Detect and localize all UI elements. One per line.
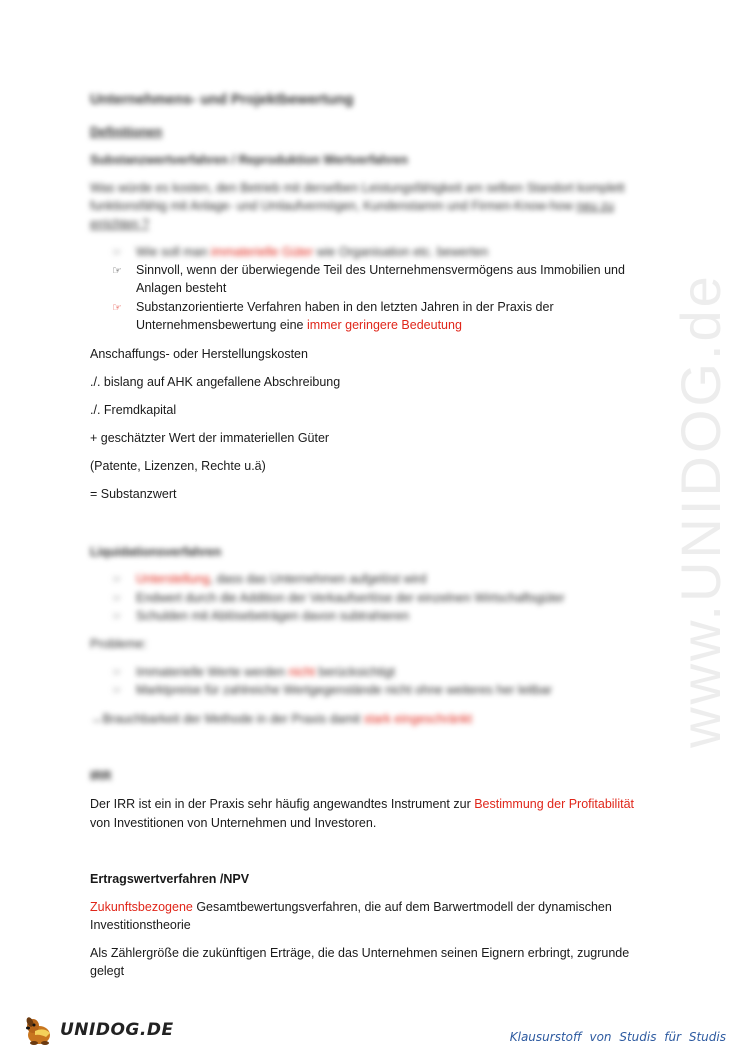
- bullet-hand-icon: ☞: [112, 593, 122, 605]
- subheading-substanzwert: Substanzwertverfahren / Reproduktion Wertverfahren: [90, 153, 408, 167]
- bullet-item-2-line1: Sinnvoll, wenn der überwiegende Teil des Unternehmensvermögens aus Immobilien und: [136, 263, 625, 277]
- liq-bullet-1-post: , dass das Unternehmen aufgelöst wird: [209, 572, 427, 586]
- bullet-hand-icon: ☞: [112, 611, 122, 623]
- bullet-1-pre: Wie soll man: [136, 245, 212, 259]
- bullet-3-pre: Unternehmensbewertung eine: [136, 318, 307, 332]
- calc-line-2: ./. bislang auf AHK angefallene Abschreibung: [90, 375, 341, 389]
- p1-red: Zukunftsbezogene: [90, 900, 193, 914]
- calc-line-4: + geschätzter Wert der immateriellen Güter: [90, 431, 330, 445]
- calc-line-5: (Patente, Lizenzen, Rechte u.ä): [90, 459, 266, 473]
- irr-line-1-red: Bestimmung der Profitabilität: [474, 797, 635, 811]
- intro-line-3: errichten ?: [90, 217, 150, 231]
- prob-1-red: nicht: [288, 665, 316, 679]
- document-title: Unternehmens- und Projektbewertung: [90, 92, 354, 108]
- bullet-1-post: wie Organisation etc. bewerten: [313, 245, 489, 259]
- problem-bullet-2: Marktpreise für zahlreiche Wertgegenstände nicht ohne weiteres her leitbar: [136, 683, 552, 697]
- bullet-hand-icon: ☞: [112, 574, 122, 586]
- irr-line-2: von Investitionen von Unternehmen und Investoren.: [90, 816, 377, 830]
- bullet-hand-icon: ☞: [112, 247, 122, 259]
- intro-line-2-text: funktionsfähig mit Anlage- und Umlaufvermögen, Kundenstamm und Firmen-Know-how: [90, 199, 573, 213]
- p1-rest: Gesamtbewertungsverfahren, die auf dem Barwertmodell der dynamischen: [192, 900, 612, 914]
- section-heading-definitionen: Definitionen: [90, 125, 163, 139]
- prob-1-pre: Immaterielle Werte werden: [136, 665, 289, 679]
- prob-1-post: berücksichtigt: [315, 665, 395, 679]
- ertragswert-p2-line1: Als Zählergröße die zukünftigen Erträge, die das Unternehmen seinen Eignern erbringt, zugrunde: [90, 946, 630, 960]
- intro-line-2: [90, 197, 614, 215]
- dog-mascot-icon: [22, 1013, 56, 1047]
- footer-tagline: Klausurstoff von Studis für Studis: [509, 1030, 726, 1044]
- irr-line-1-pre: Der IRR ist ein in der Praxis sehr häufig angewandtes Instrument zur: [90, 797, 475, 811]
- bullet-item-3-line2: [136, 316, 462, 334]
- liquidation-bullet-3: Schulden mit Ablösebeträgen davon subtrahieren: [136, 609, 410, 623]
- bullet-1-red: immaterielle Güter: [211, 245, 314, 259]
- bullet-hand-icon: ☞: [112, 667, 122, 679]
- bullet-item-2-line2: Anlagen besteht: [136, 281, 227, 295]
- bullet-item-3-line1: Substanzorientierte Verfahren haben in den letzten Jahren in der Praxis der: [136, 300, 554, 314]
- intro-link: neu zu: [576, 199, 614, 213]
- liquidation-conclusion: [90, 710, 472, 728]
- conclusion-pre: →Brauchbarkeit der Methode in der Praxis damit: [90, 712, 364, 726]
- bullet-3-red: immer geringere Bedeutung: [306, 318, 462, 332]
- bullet-hand-icon: ☞: [112, 685, 122, 697]
- liquidation-bullet-1: [136, 570, 426, 588]
- bullet-hand-icon: ☞: [112, 265, 122, 277]
- bullet-hand-icon-red: ☞: [112, 302, 122, 314]
- watermark: [640, 272, 750, 748]
- problems-label: Probleme:: [90, 637, 147, 651]
- footer-logo: [22, 1010, 174, 1050]
- section-heading-irr: IRR: [90, 769, 112, 783]
- ertragswert-p1-line2: Investitionstheorie: [90, 918, 191, 932]
- problem-bullet-1: [136, 663, 395, 681]
- intro-line-1: Was würde es kosten, den Betrieb mit derselben Leistungsfähigkeit am selben Standort komplett: [90, 181, 625, 195]
- bullet-item-1: [136, 243, 488, 261]
- section-heading-ertragswert: Ertragswertverfahren /NPV: [90, 872, 250, 886]
- calc-line-3: ./. Fremdkapital: [90, 403, 177, 417]
- liquidation-bullet-2: Endwert durch die Addition der Verkaufserlöse der einzelnen Wirtschaftsgüter: [136, 591, 565, 605]
- ertragswert-p1-line1: [90, 898, 612, 916]
- irr-line-1: [90, 795, 634, 813]
- footer-logo-text: UNIDOG.DE: [60, 1020, 174, 1040]
- calc-line-1: Anschaffungs- oder Herstellungskosten: [90, 347, 308, 361]
- conclusion-red: stark eingeschränkt: [363, 712, 473, 726]
- watermark-text: www.UNIDOG.de: [668, 272, 732, 748]
- calc-line-6: = Substanzwert: [90, 487, 177, 501]
- ertragswert-p2-line2: gelegt: [90, 964, 125, 978]
- section-heading-liquidation: Liquidationsverfahren: [90, 545, 222, 559]
- liq-bullet-1-red: Unterstellung: [136, 572, 210, 586]
